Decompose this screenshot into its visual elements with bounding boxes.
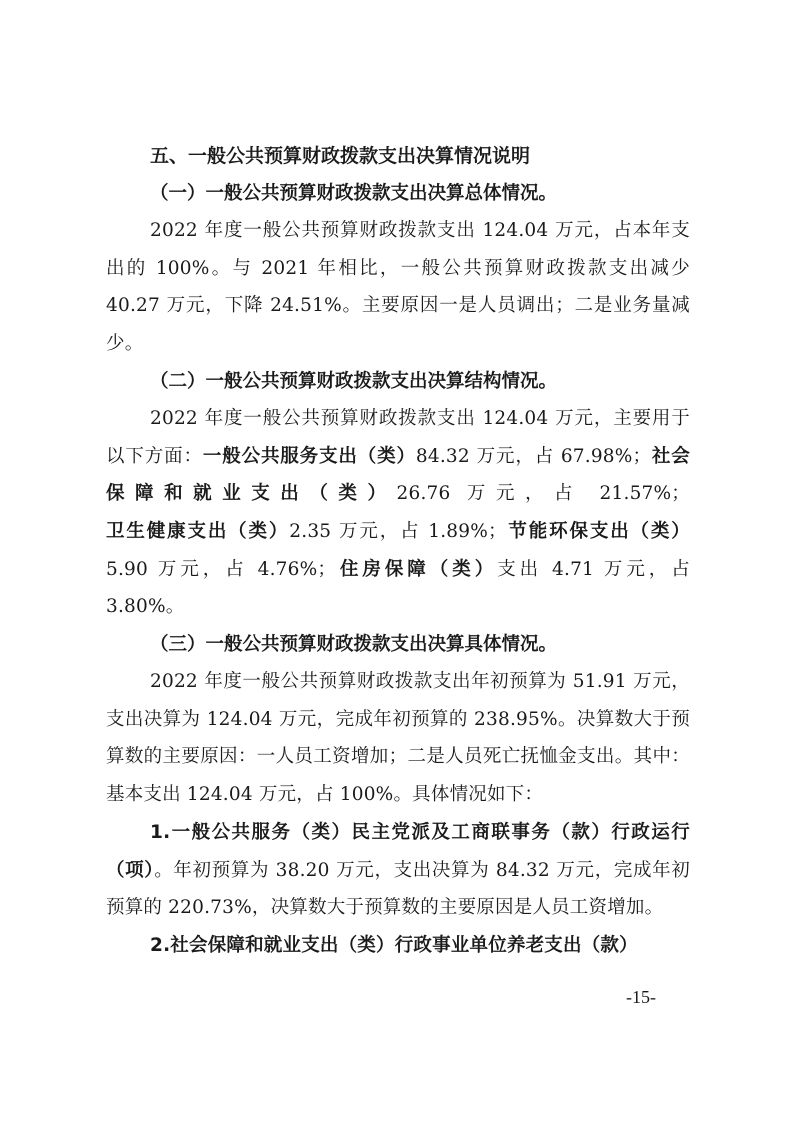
detail-item-1-text: 。年初预算为 38.20 万元，支出决算为 84.32 万元，完成年初预算的 220.73%，决算数大于预算数的主要原因是人员工资增加。 xyxy=(106,859,690,919)
category-social-security-amount: 26.76 万元，占 21.57%； xyxy=(396,483,690,505)
detail-item-1-title: 1.一般公共服务（类）民主党派及工商联事务（款）行政运行（项） xyxy=(106,821,690,881)
subsection-3-title: （三）一般公共预算财政拨款支出决算具体情况。 xyxy=(150,634,558,656)
category-environmental: 节能环保支出（类） xyxy=(506,520,690,542)
category-housing-amount: 支出 4.71 万元，占 3.80%。 xyxy=(106,558,690,618)
detail-item-2-title: 2.社会保障和就业支出（类）行政事业单位养老支出（款） xyxy=(150,934,638,956)
category-health-amount: 2.35 万元，占 1.89%； xyxy=(289,520,507,542)
subsection-2-title: （二）一般公共预算财政拨款支出决算结构情况。 xyxy=(150,370,558,392)
section-heading: 五、一般公共预算财政拨款支出决算情况说明 xyxy=(150,145,531,167)
detail-item-1 xyxy=(106,814,690,927)
category-health: 卫生健康支出（类） xyxy=(106,520,290,542)
category-housing: 住房保障（类） xyxy=(336,558,498,580)
subsection-1-paragraph: 2022 年度一般公共预算财政拨款支出 124.04 万元，占本年支出的 100%。与 2021 年相比，一般公共预算财政拨款支出减少 40.27 万元，下降 24.51%。主要原因一是人员调出；二是业务量减少。 xyxy=(106,220,690,355)
category-general-public-services: 一般公共服务支出（类） xyxy=(202,445,416,467)
subsection-3-paragraph: 2022 年度一般公共预算财政拨款支出年初预算为 51.91 万元，支出决算为 124.04 万元，完成年初预算的 238.95%。决算数大于预算数的主要原因：一人员工资增加；二是人员死亡抚恤金支出。其中：基本支出 124.04 万元，占 100%。具体情况如下： xyxy=(106,671,690,806)
subsection-2-paragraph xyxy=(106,400,690,626)
category-environmental-amount: 5.90 万元，占 4.76%； xyxy=(106,558,337,580)
page-number: -15- xyxy=(626,987,656,1007)
document-body xyxy=(106,138,690,965)
subsection-1-title: （一）一般公共预算财政拨款支出决算总体情况。 xyxy=(150,183,558,204)
detail-item-2 xyxy=(106,927,690,965)
category-social-security: 社会保障和就业支出（类） xyxy=(106,445,690,505)
structure-intro-text: 2022 年度一般公共预算财政拨款支出 124.04 万元，主要用于以下方面： xyxy=(106,407,690,467)
category-general-public-services-amount: 84.32 万元，占 67.98%； xyxy=(415,445,652,467)
